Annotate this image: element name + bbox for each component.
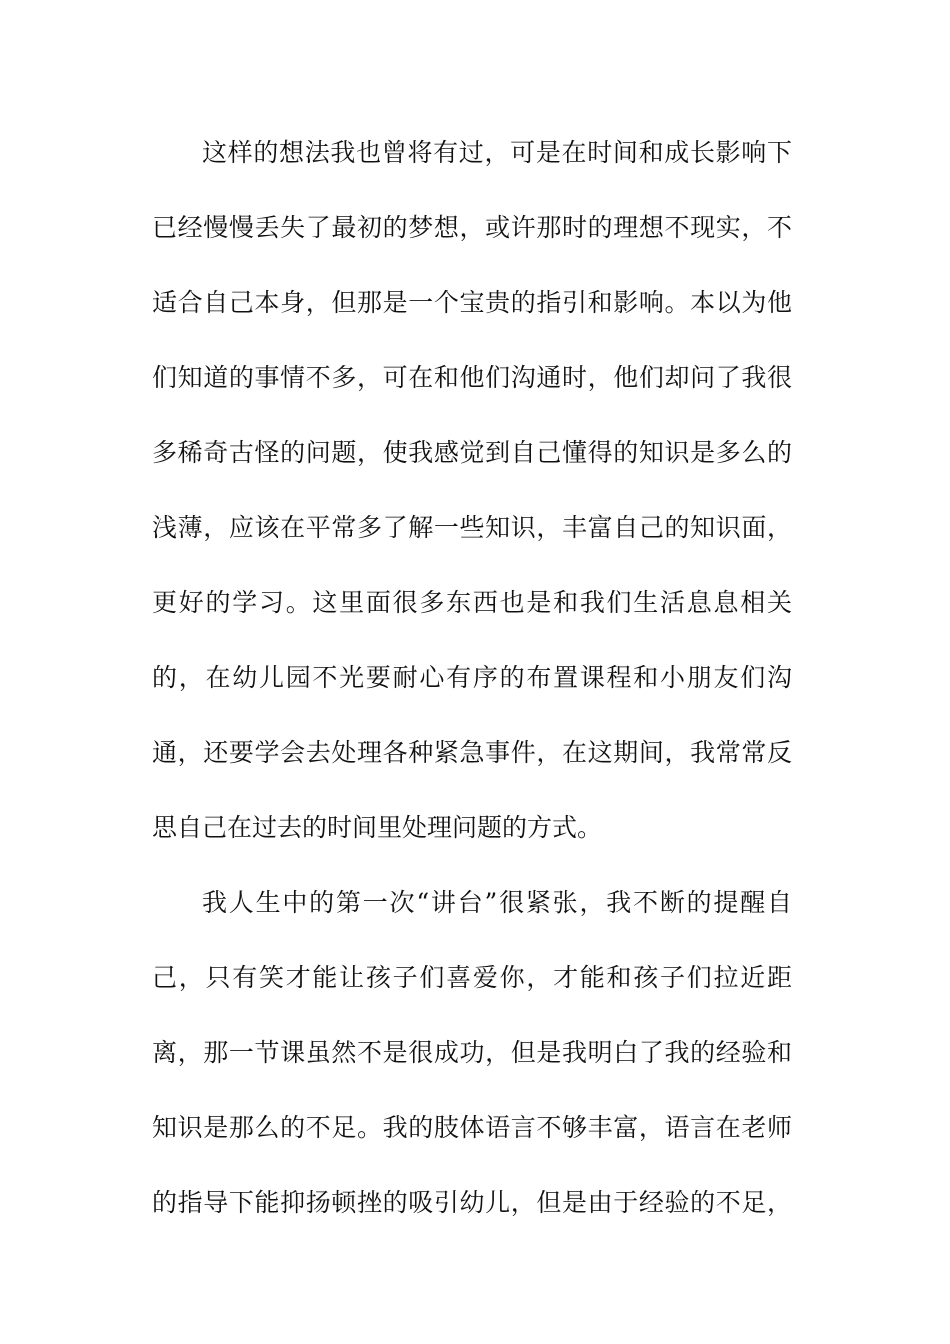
paragraph-1-line-10: 思自己在过去的时间里处理问题的方式。 [152, 813, 603, 842]
paragraph-1-line-1: 这样的想法我也曾将有过，可是在时间和成长影响下 [202, 138, 792, 167]
paragraph-1-line-8: 的，在幼儿园不光要耐心有序的布置课程和小朋友们沟 [152, 663, 792, 692]
paragraph-1-line-2: 已经慢慢丢失了最初的梦想，或许那时的理想不现实，不 [152, 213, 792, 242]
paragraph-2-line-4: 知识是那么的不足。我的肢体语言不够丰富，语言在老师 [152, 1113, 792, 1142]
paragraph-1-line-7: 更好的学习。这里面很多东西也是和我们生活息息相关 [152, 588, 792, 617]
paragraph-1-line-4: 们知道的事情不多，可在和他们沟通时，他们却问了我很 [152, 363, 792, 392]
paragraph-2-line-2: 己，只有笑才能让孩子们喜爱你，才能和孩子们拉近距 [152, 963, 792, 992]
paragraph-2-line-3: 离，那一节课虽然不是很成功，但是我明白了我的经验和 [152, 1038, 792, 1067]
paragraph-1-line-9: 通，还要学会去处理各种紧急事件，在这期间，我常常反 [152, 738, 792, 767]
paragraph-1-line-5: 多稀奇古怪的问题，使我感觉到自己懂得的知识是多么的 [152, 438, 792, 467]
paragraph-2-line-1: 我人生中的第一次“讲台”很紧张，我不断的提醒自 [202, 888, 792, 917]
paragraph-1-line-3: 适合自己本身，但那是一个宝贵的指引和影响。本以为他 [152, 288, 792, 317]
paragraph-2-line-5: 的指导下能抑扬顿挫的吸引幼儿，但是由于经验的不足， [152, 1188, 792, 1217]
paragraph-1-line-6: 浅薄，应该在平常多了解一些知识，丰富自己的知识面， [152, 513, 792, 542]
